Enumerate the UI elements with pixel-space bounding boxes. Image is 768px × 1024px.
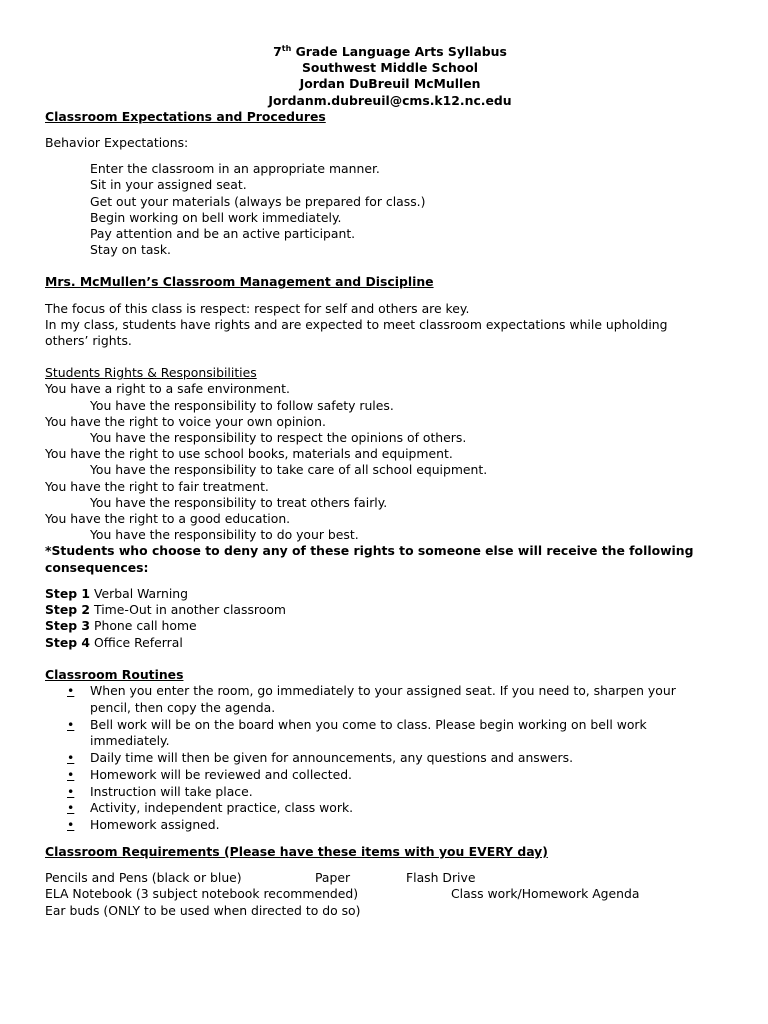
- routine-item: • Daily time will then be given for announcements, any questions and answers.: [67, 750, 574, 766]
- requirement-item: Flash Drive: [406, 870, 476, 886]
- bullet-icon: •: [67, 682, 75, 698]
- expectation-item: Pay attention and be an active participant.: [90, 226, 356, 242]
- behavior-expectations-label: Behavior Expectations:: [45, 135, 189, 151]
- bullet-icon: •: [67, 750, 75, 766]
- expectation-item: Sit in your assigned seat.: [90, 177, 247, 193]
- step-item: Step 1 Verbal Warning: [45, 585, 189, 601]
- requirement-item: Ear buds (ONLY to be used when directed to do so): [45, 902, 361, 918]
- syllabus-page: [45, 44, 735, 919]
- requirement-item: Class work/Homework Agenda: [451, 886, 640, 902]
- bullet-icon: •: [67, 766, 75, 782]
- requirement-item: ELA Notebook (3 subject notebook recommended): [45, 886, 359, 902]
- requirements-row: [45, 903, 735, 919]
- responsibility-item: You have the responsibility to take care of all school equipment.: [90, 462, 488, 478]
- consequences-warning: *Students who choose to deny any of these rights to someone else will receive the following: [45, 543, 694, 559]
- expectation-item: Get out your materials (always be prepared for class.): [90, 193, 426, 209]
- requirement-item: Pencils and Pens (black or blue): [45, 870, 242, 886]
- expectations-heading: Classroom Expectations and Procedures: [45, 108, 326, 124]
- routine-item: • When you enter the room, go immediately to your assigned seat. If you need to, sharpen your pencil, then copy the agenda.: [67, 682, 676, 715]
- bullet-icon: •: [67, 817, 75, 833]
- teacher-name: Jordan DuBreuil McMullen: [299, 76, 481, 92]
- bullet-icon: •: [67, 783, 75, 799]
- management-paragraph: others’ rights.: [45, 333, 132, 349]
- requirements-heading: Classroom Requirements (Please have these items with you EVERY day): [45, 844, 548, 860]
- rights-heading: Students Rights & Responsibilities: [45, 365, 257, 381]
- step-item: Step 3 Phone call home: [45, 618, 197, 634]
- requirement-item: Paper: [315, 870, 351, 886]
- requirements-row: [45, 870, 735, 886]
- expectation-item: Stay on task.: [90, 242, 171, 258]
- document-title: 7th Grade Language Arts Syllabus: [273, 44, 507, 59]
- responsibility-item: You have the responsibility to follow safety rules.: [90, 397, 394, 413]
- consequences-warning: consequences:: [45, 559, 149, 575]
- right-item: You have the right to fair treatment.: [45, 478, 269, 494]
- routines-heading: Classroom Routines: [45, 666, 184, 682]
- responsibility-item: You have the responsibility to treat others fairly.: [90, 494, 388, 510]
- right-item: You have the right to use school books, materials and equipment.: [45, 446, 453, 462]
- bullet-icon: •: [67, 800, 75, 816]
- routine-item: • Instruction will take place.: [67, 783, 253, 799]
- management-paragraph: In my class, students have rights and are expected to meet classroom expectations while upholding: [45, 316, 668, 332]
- routine-item: • Bell work will be on the board when you come to class. Please begin working on bell work immediately.: [67, 716, 647, 749]
- expectation-item: Begin working on bell work immediately.: [90, 209, 342, 225]
- step-item: Step 4 Office Referral: [45, 634, 183, 650]
- responsibility-item: You have the responsibility to do your best.: [90, 527, 359, 543]
- requirements-row: [45, 886, 735, 902]
- routine-item: • Activity, independent practice, class work.: [67, 800, 354, 816]
- teacher-email: Jordanm.dubreuil@cms.k12.nc.edu: [268, 92, 512, 108]
- right-item: You have the right to a good education.: [45, 511, 291, 527]
- right-item: You have a right to a safe environment.: [45, 381, 290, 397]
- management-heading: Mrs. McMullen’s Classroom Management and Discipline: [45, 274, 434, 290]
- expectation-item: Enter the classroom in an appropriate manner.: [90, 161, 380, 177]
- routine-item: • Homework assigned.: [67, 817, 220, 833]
- responsibility-item: You have the responsibility to respect the opinions of others.: [90, 430, 467, 446]
- routine-item: • Homework will be reviewed and collected.: [67, 766, 352, 782]
- right-item: You have the right to voice your own opinion.: [45, 413, 326, 429]
- school-name: Southwest Middle School: [301, 60, 479, 76]
- bullet-icon: •: [67, 716, 75, 732]
- management-paragraph: The focus of this class is respect: respect for self and others are key.: [45, 300, 470, 316]
- step-item: Step 2 Time-Out in another classroom: [45, 602, 286, 618]
